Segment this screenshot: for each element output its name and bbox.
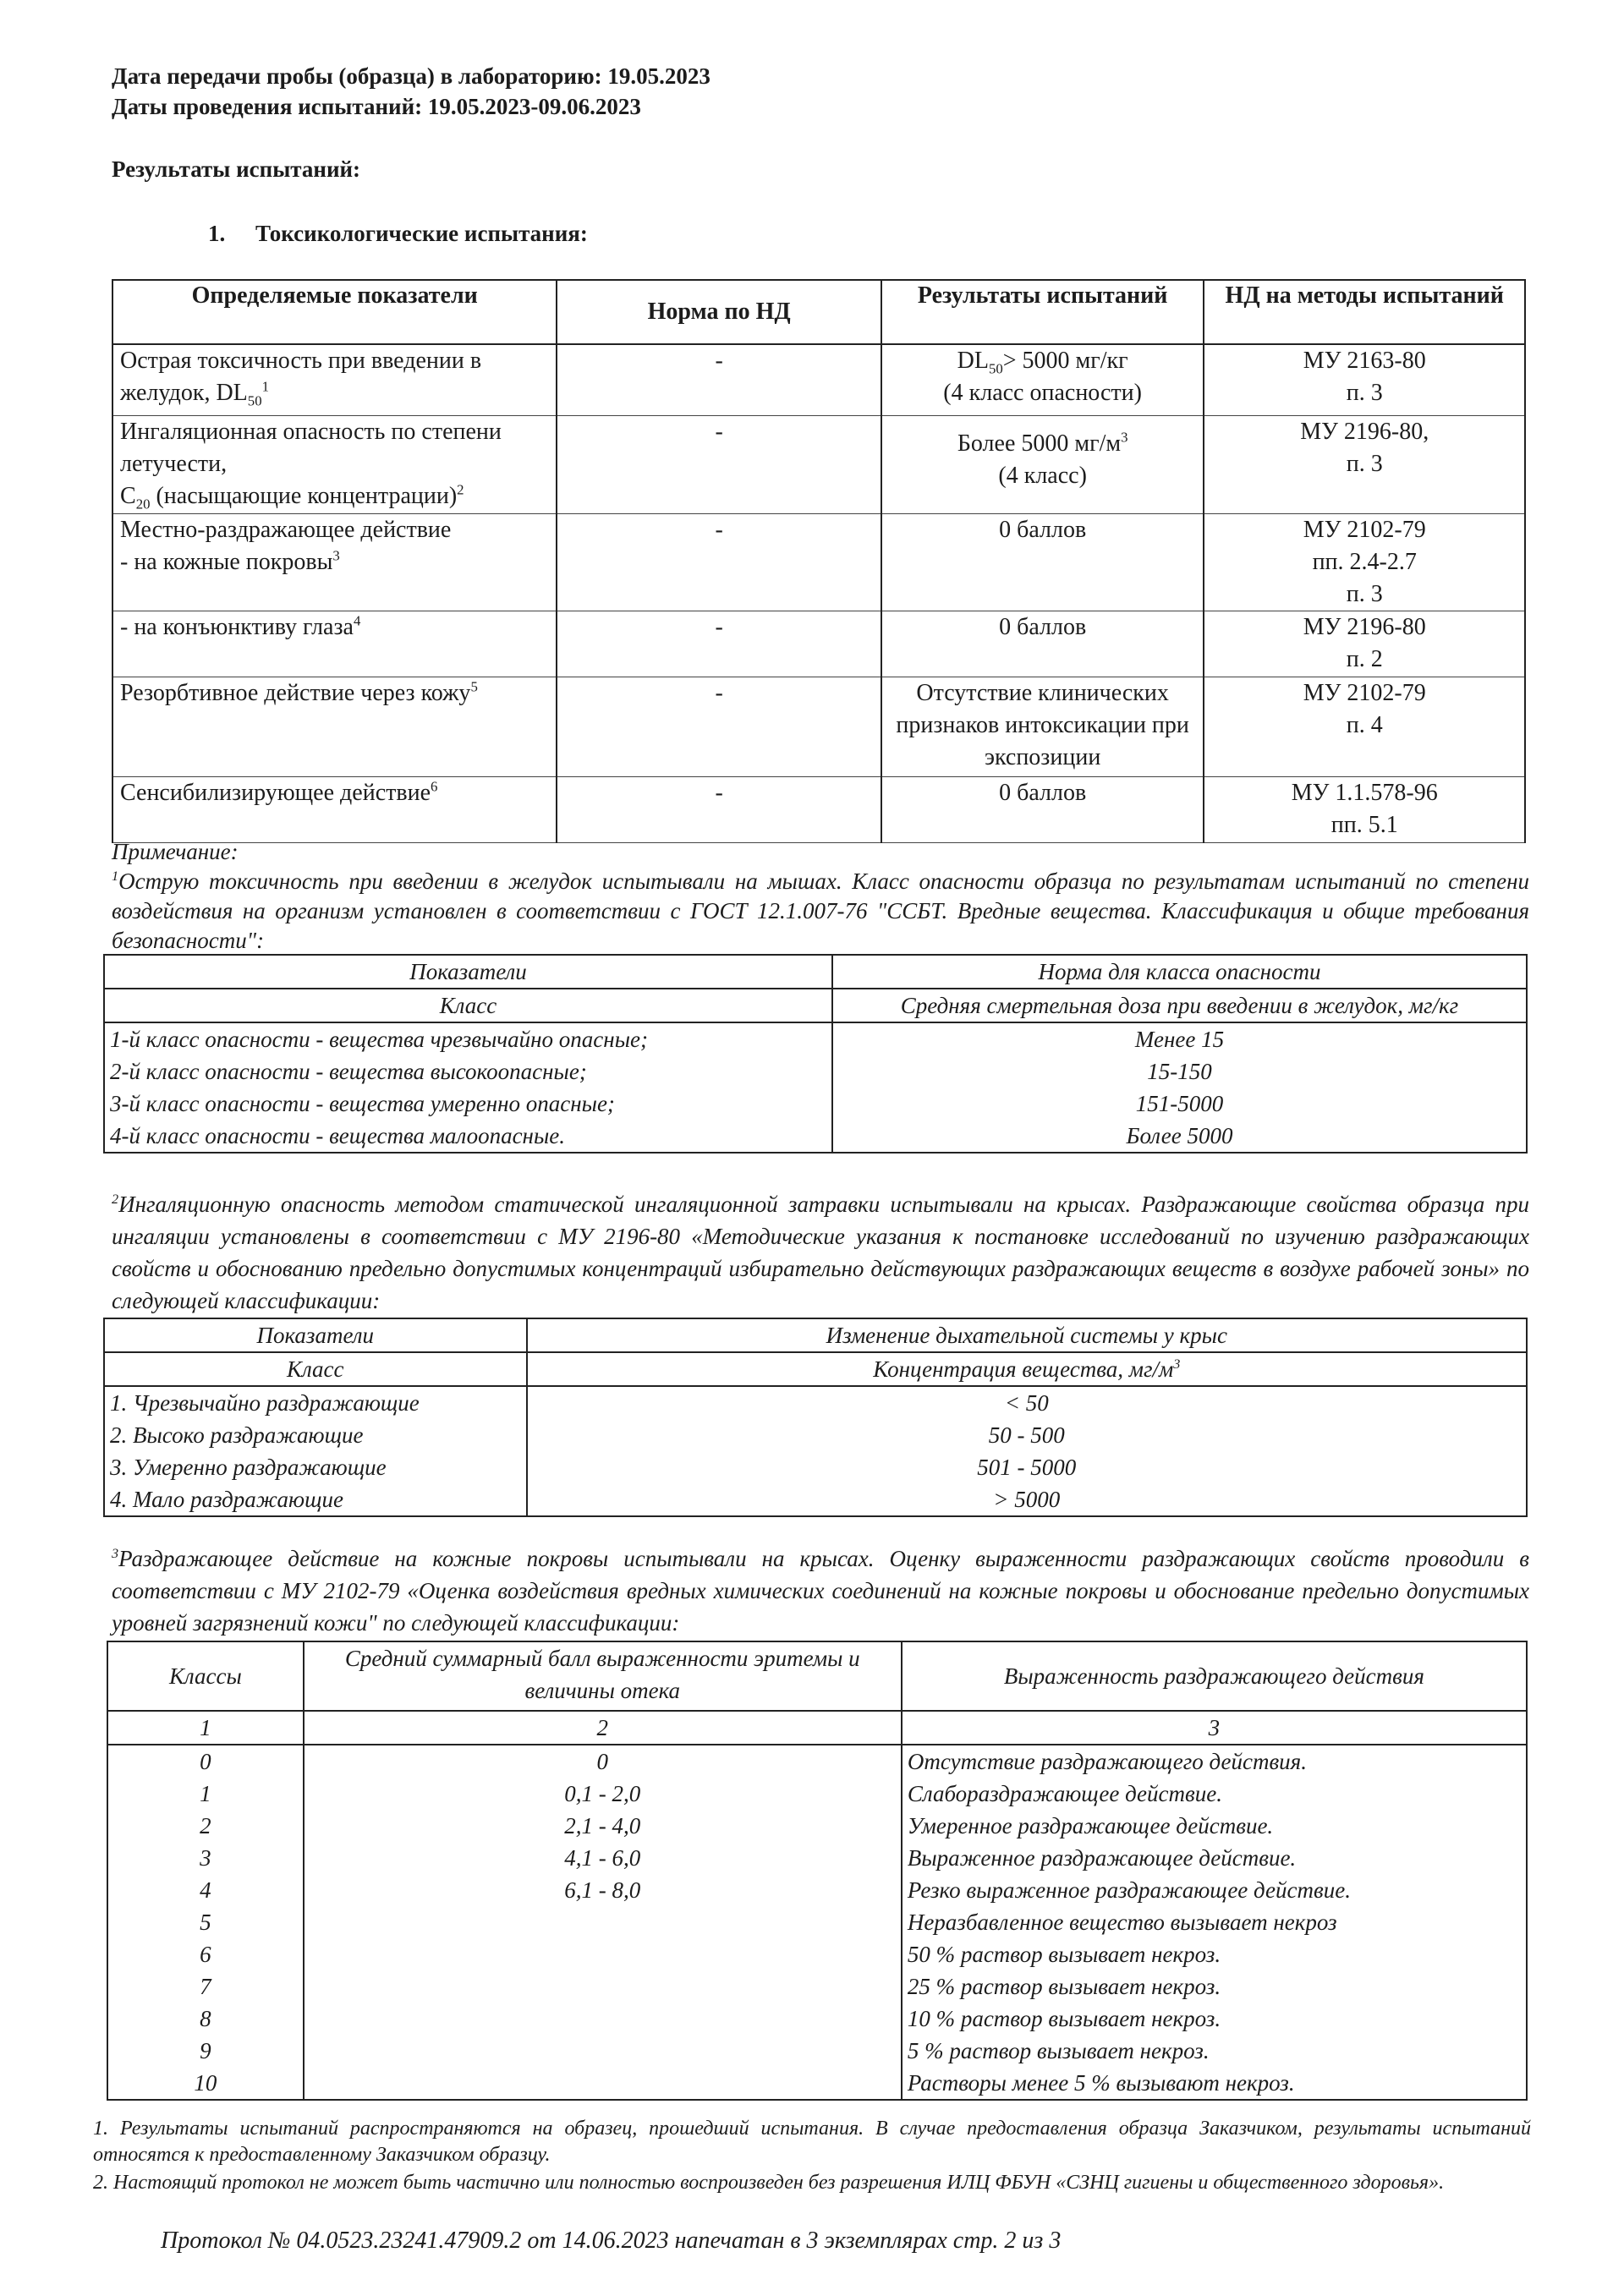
norm-cell: - [557,611,881,677]
header-score: Средний суммарный балл выраженности эритемы и величины отека [304,1641,902,1711]
score-cell: 0,1 - 2,0 [304,1778,902,1810]
note-3: $^3$Раздражающее действие на кожные покровы испытывали на крысах. Оценку выраженности раздражающих свойств проводили в соответствии с МУ 2102-79 «Оценка воздействия вредных химических соединений на кожные покровы и обоснование предельно допустимых уровней загрязнений кожи" по следующей классификации: [112,1546,1529,1636]
column-number: 3 [902,1711,1527,1745]
class-cell: 1. Чрезвычайно раздражающие [104,1386,527,1419]
class-cell: 3-й класс опасности - вещества умеренно опасные; [104,1088,832,1120]
score-cell [304,1970,902,2003]
table-row [104,1318,1527,1352]
indicator-cell: Ингаляционная опасность по степени летучести, $C_{20}$ (насыщающие концентрации)$^2$ [112,415,557,513]
results-title: Результаты испытаний: [112,156,361,182]
table-row [107,1711,1527,1745]
table-row [112,344,1525,415]
class-cell: 7 [107,1970,304,2003]
respiratory-irritation-table [103,1318,1528,1517]
table-row [104,989,1527,1022]
table-row [112,415,1525,513]
table-row [104,955,1527,989]
test-dates-line: Даты проведения испытаний: 19.05.2023-09.06.2023 [112,94,641,119]
score-cell: 2,1 - 4,0 [304,1810,902,1842]
indicator-cell: Резорбтивное действие через кожу$^5$ [112,677,557,776]
severity-cell: Растворы менее 5 % вызывают некроз. [902,2067,1527,2100]
norm-cell: - [557,776,881,842]
norm-cell: - [557,415,881,513]
severity-cell: 10 % раствор вызывает некроз. [902,2003,1527,2035]
method-cell: МУ 2163-80 п. 3 [1204,344,1525,415]
severity-cell: 50 % раствор вызывает некроз. [902,1938,1527,1970]
score-cell: 0 [304,1745,902,1778]
table-row [104,1451,1527,1483]
table-row [104,1386,1527,1419]
header-cell: Показатели [104,1318,527,1352]
result-cell: 0 баллов [881,611,1204,677]
score-cell: 4,1 - 6,0 [304,1842,902,1874]
result-cell: $DL_{50}> 5000$ мг/кг (4 класс опасности) [881,344,1204,415]
header-cell: Класс [104,1352,527,1386]
severity-cell: Резко выраженное раздражающее действие. [902,1874,1527,1906]
toxicology-table-header [112,280,1525,344]
header-results: Результаты испытаний [881,280,1204,344]
table-row [107,1874,1527,1906]
class-cell: 2 [107,1810,304,1842]
class-cell: 8 [107,2003,304,2035]
severity-cell: Выраженное раздражающее действие. [902,1842,1527,1874]
norm-cell: - [557,677,881,776]
table-row [112,513,1525,611]
header-classes: Классы [107,1641,304,1711]
header-method: НД на методы испытаний [1204,280,1525,344]
table-row [107,1810,1527,1842]
header-norm: Норма по НД [557,280,881,344]
class-cell: 4. Мало раздражающие [104,1483,527,1516]
severity-cell: Слабораздражающее действие. [902,1778,1527,1810]
table-row [107,1778,1527,1810]
table-row [104,1419,1527,1451]
score-cell [304,1938,902,1970]
method-cell: МУ 2196-80 п. 2 [1204,611,1525,677]
class-cell: 9 [107,2035,304,2067]
class-cell: 4 [107,1874,304,1906]
severity-cell: Неразбавленное вещество вызывает некроз [902,1906,1527,1938]
score-cell [304,2067,902,2100]
method-cell: МУ 2102-79 пп. 2.4-2.7 п. 3 [1204,513,1525,611]
class-cell: 1-й класс опасности - вещества чрезвычайно опасные; [104,1022,832,1055]
table-row [107,1745,1527,1778]
value-cell: 50 - 500 [527,1419,1527,1451]
footer-note-1: 1. Результаты испытаний распространяются на образец, прошедший испытания. В случае предоставления образца Заказчиком, результаты испытаний относятся к предоставленному Заказчиком образцу. [93,2118,1531,2166]
value-cell: Более 5000 [832,1120,1527,1153]
class-cell: 1 [107,1778,304,1810]
score-cell [304,2003,902,2035]
table-row [112,776,1525,842]
note-label: Примечание: [112,839,239,864]
table-row [107,2035,1527,2067]
score-cell [304,2035,902,2067]
severity-cell: 25 % раствор вызывает некроз. [902,1970,1527,2003]
class-cell: 2. Высоко раздражающие [104,1419,527,1451]
table-row [107,1906,1527,1938]
table-row [107,1641,1527,1711]
class-cell: 10 [107,2067,304,2100]
severity-cell: 5 % раствор вызывает некроз. [902,2035,1527,2067]
table-row [104,1088,1527,1120]
method-cell: МУ 1.1.578-96 пп. 5.1 [1204,776,1525,842]
header-cell: Норма для класса опасности [832,955,1527,989]
table-row [112,611,1525,677]
table-row [104,1022,1527,1055]
table-row [107,1938,1527,1970]
header-cell: Концентрация вещества, $мг/м^3$ [527,1352,1527,1386]
indicator-cell: Местно-раздражающее действие - на кожные покровы$^3$ [112,513,557,611]
value-cell: 15-150 [832,1055,1527,1088]
table-row [107,2067,1527,2100]
method-cell: МУ 2102-79 п. 4 [1204,677,1525,776]
header-cell: Класс [104,989,832,1022]
header-severity: Выраженность раздражающего действия [902,1641,1527,1711]
class-cell: 3. Умеренно раздражающие [104,1451,527,1483]
section-1-title: Токсикологические испытания: [255,221,588,246]
table-row [104,1120,1527,1153]
table-row [107,1842,1527,1874]
table-row [104,1483,1527,1516]
class-cell: 0 [107,1745,304,1778]
table-row [107,1970,1527,2003]
header-cell: Средняя смертельная доза при введении в желудок, мг/кг [832,989,1527,1022]
note-1-text: $^1$Острую токсичность при введении в желудок испытывали на мышах. Класс опасности образца по результатам испытаний по степени воздействия на организм установлен в соответствии с ГОСТ 12.1.007-76 "ССБТ. Вредные вещества. Классификация и общие требования безопасности": [112,869,1529,953]
result-cell: 0 баллов [881,513,1204,611]
indicator-cell: - на конъюнктиву глаза$^4$ [112,611,557,677]
indicator-cell: Сенсибилизирующее действие$^6$ [112,776,557,842]
score-cell: 6,1 - 8,0 [304,1874,902,1906]
header-cell: Показатели [104,955,832,989]
value-cell: 151-5000 [832,1088,1527,1120]
result-cell: Отсутствие клинических признаков интоксикации при экспозиции [881,677,1204,776]
norm-cell: - [557,344,881,415]
skin-irritation-table [107,1641,1528,2101]
class-cell: 2-й класс опасности - вещества высокоопасные; [104,1055,832,1088]
result-cell: Более 5000 $мг/м^3$ (4 класс) [881,415,1204,513]
value-cell: < 50 [527,1386,1527,1419]
table-row [104,1055,1527,1088]
indicator-cell: Острая токсичность при введении в желудок, $DL_{50}^1$ [112,344,557,415]
score-cell [304,1906,902,1938]
transfer-date-line: Дата передачи пробы (образца) в лабораторию: 19.05.2023 [112,63,710,89]
table-row [104,1352,1527,1386]
result-cell: 0 баллов [881,776,1204,842]
hazard-class-table [103,954,1528,1153]
footer-note-2: 2. Настоящий протокол не может быть частично или полностью воспроизведен без разрешения ИЛЦ ФБУН «СЗНЦ гигиены и общественного здоровья». [93,2172,1445,2194]
table-row [107,2003,1527,2035]
table-row [112,677,1525,776]
toxicology-table [112,279,1526,843]
header-indicators: Определяемые показатели [112,280,557,344]
column-number: 2 [304,1711,902,1745]
note-2: $^2$Ингаляционную опасность методом статической ингаляционной затравки испытывали на крысах. Раздражающие свойства образца при ингаляции установлены в соответствии с МУ 2196-80 «Методические указания к постановке исследований по изучению раздражающих свойств и обоснованию предельно допустимых концентраций избирательно действующих раздражающих веществ в воздухе рабочей зоны» по следующей классификации: [112,1192,1529,1313]
header-cell: Изменение дыхательной системы у крыс [527,1318,1527,1352]
value-cell: Менее 15 [832,1022,1527,1055]
norm-cell: - [557,513,881,611]
severity-cell: Умеренное раздражающее действие. [902,1810,1527,1842]
class-cell: 6 [107,1938,304,1970]
note-1 [112,837,1529,956]
method-cell: МУ 2196-80, п. 3 [1204,415,1525,513]
severity-cell: Отсутствие раздражающего действия. [902,1745,1527,1778]
value-cell: > 5000 [527,1483,1527,1516]
section-1-number: 1. [208,221,226,246]
column-number: 1 [107,1711,304,1745]
protocol-footer: Протокол № 04.0523.23241.47909.2 от 14.06.2023 напечатан в 3 экземплярах стр. 2 из 3 [161,2228,1062,2254]
class-cell: 4-й класс опасности - вещества малоопасные. [104,1120,832,1153]
class-cell: 3 [107,1842,304,1874]
value-cell: 501 - 5000 [527,1451,1527,1483]
class-cell: 5 [107,1906,304,1938]
